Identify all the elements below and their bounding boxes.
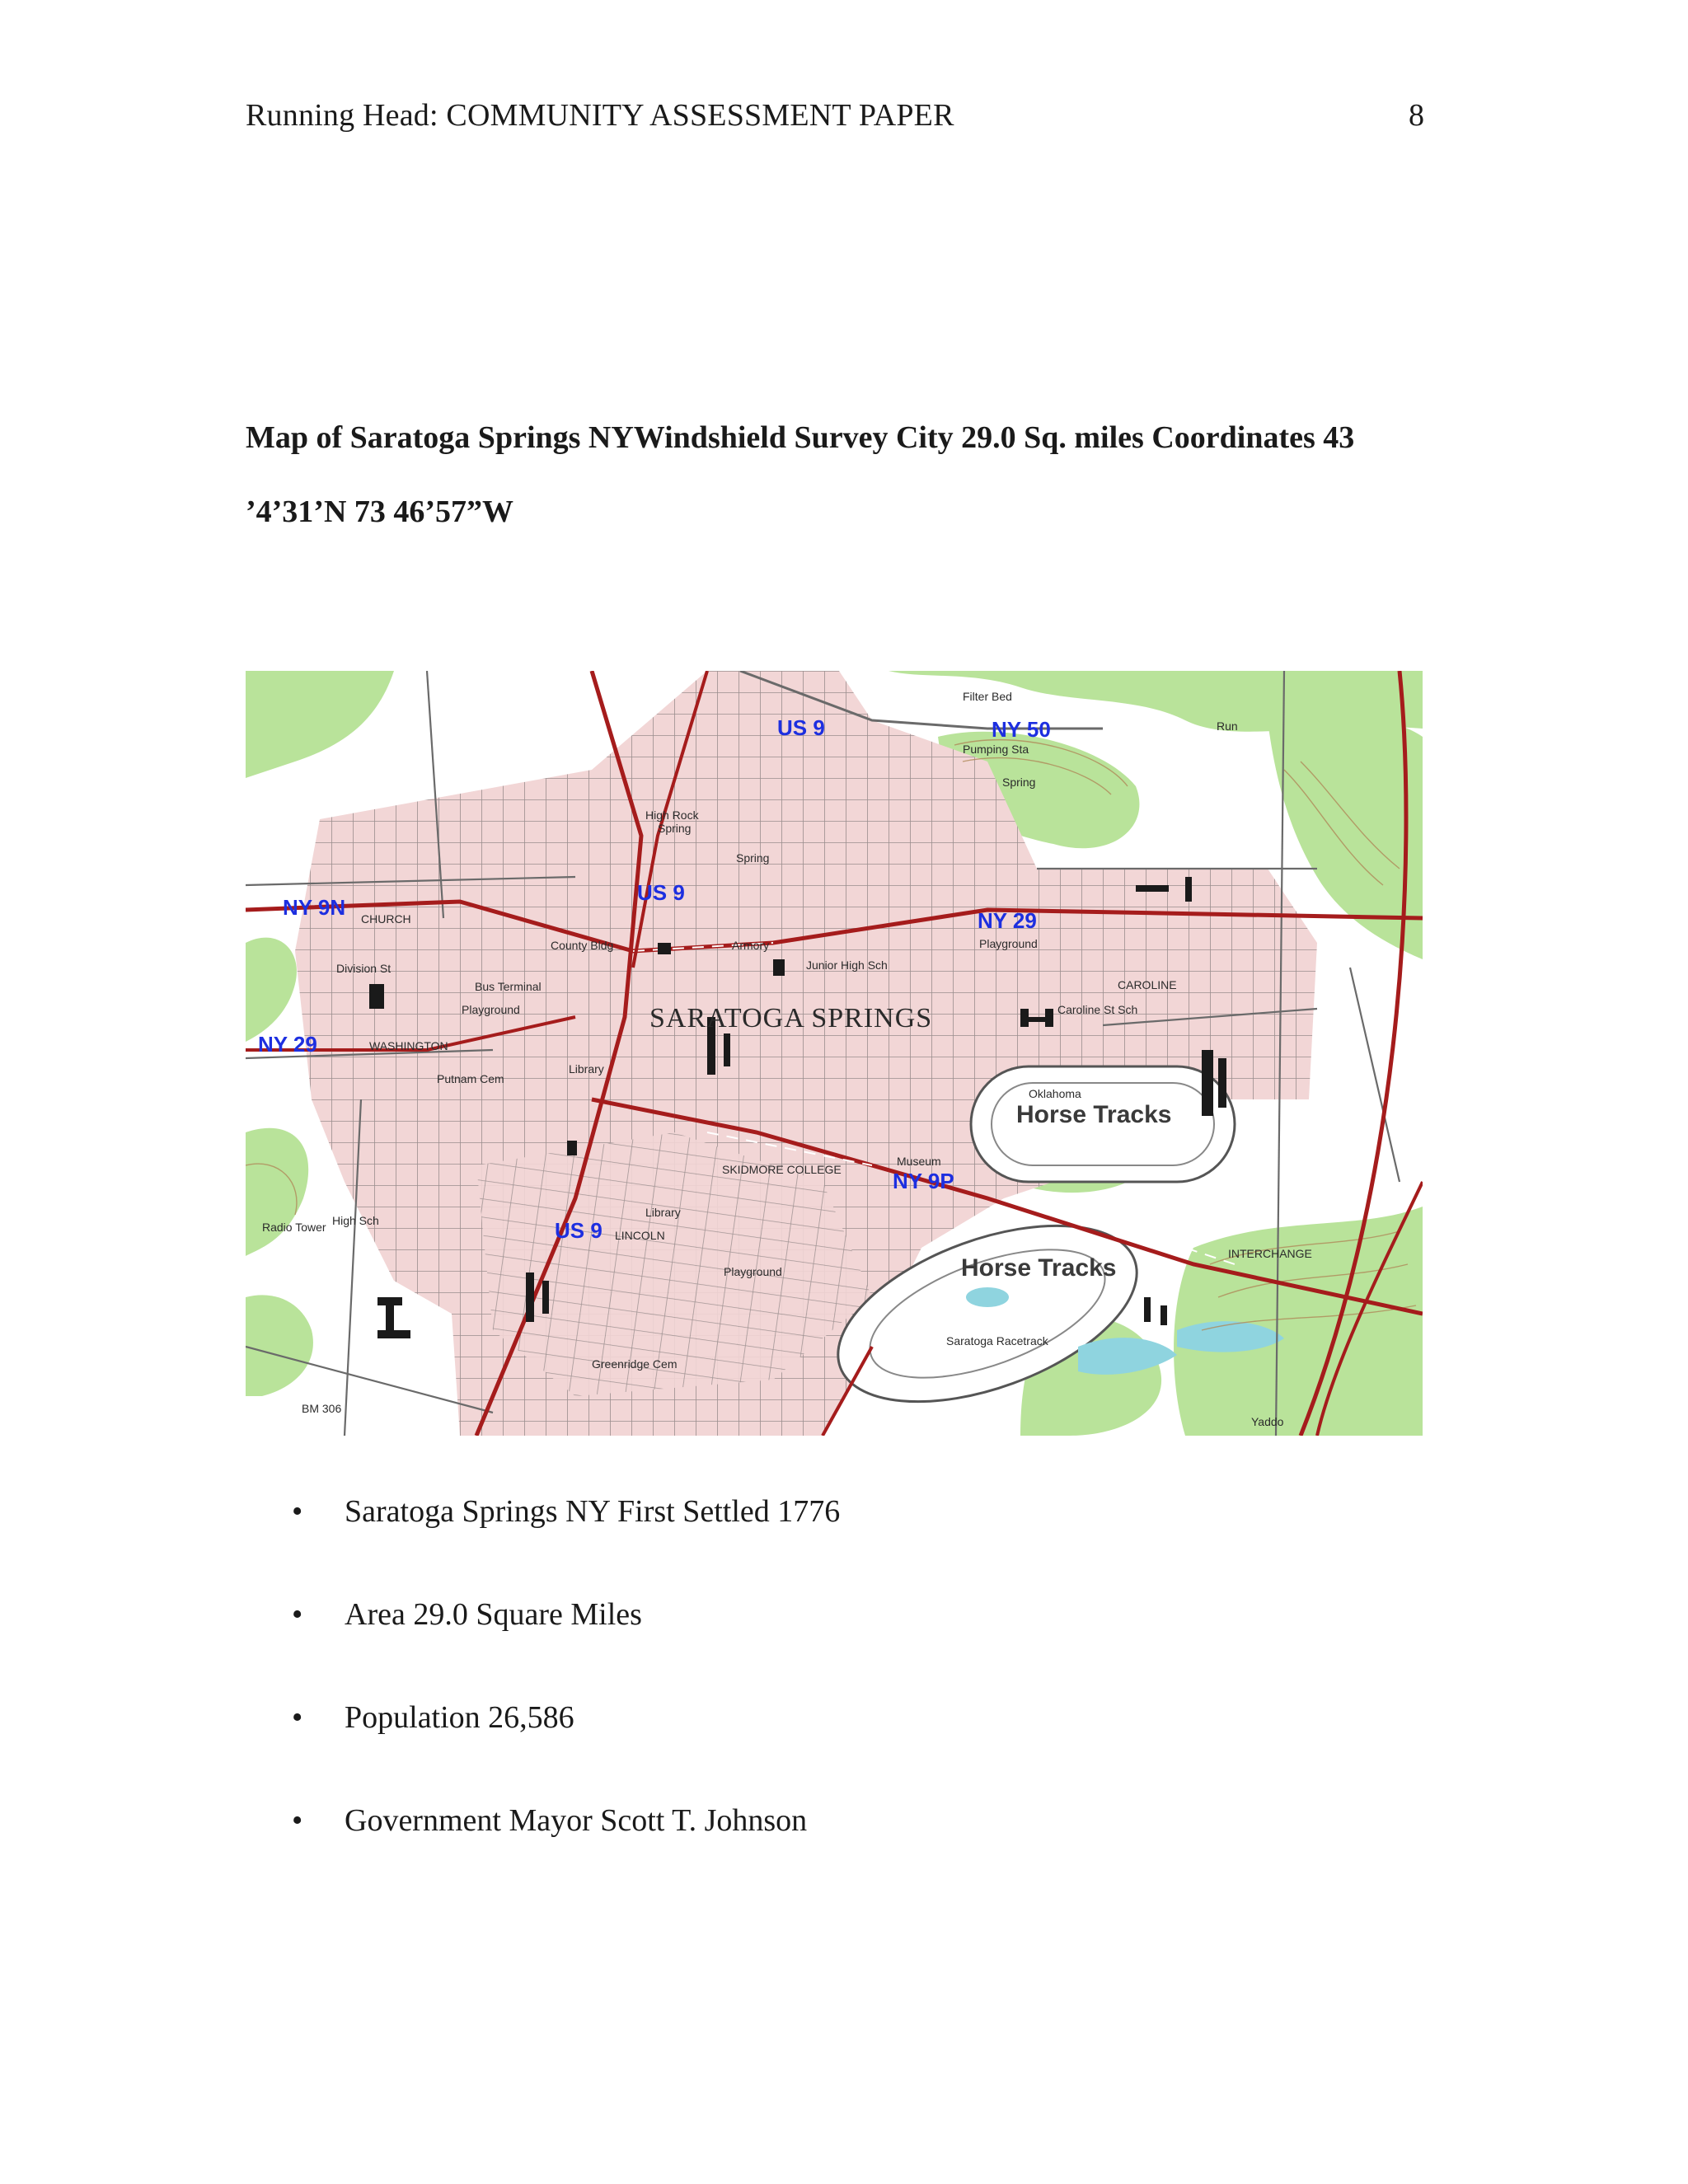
place-label: Playground (979, 937, 1038, 950)
bullet-icon: • (292, 1597, 303, 1632)
place-label: High Sch (332, 1214, 379, 1227)
place-label: Filter Bed (963, 690, 1012, 703)
place-label: Division St (336, 962, 392, 975)
place-label: LINCOLN (615, 1229, 665, 1242)
place-label: Spring (736, 851, 770, 865)
route-label-ny9n: NY 9N (283, 895, 346, 920)
track-label-racetrack: Horse Tracks (961, 1254, 1117, 1282)
fact-item (292, 1492, 840, 1595)
saratoga-topographic-map (246, 671, 1423, 1436)
map-title-line-1: Map of Saratoga Springs NYWindshield Survey City 29.0 Sq. miles Coordinates 43 (246, 420, 1355, 455)
map-title-line-2: ’4’31’N 73 46’57”W (246, 494, 514, 529)
community-facts-list (292, 1492, 840, 1904)
place-label: High Rock (645, 808, 699, 822)
place-label: Museum (897, 1155, 941, 1168)
map-title (246, 401, 1432, 549)
place-label: Radio Tower (262, 1221, 326, 1234)
page-number: 8 (1409, 98, 1424, 133)
place-label: Playground (462, 1003, 520, 1016)
route-label-ny9p: NY 9P (893, 1169, 954, 1193)
route-label-ny29-west: NY 29 (258, 1032, 317, 1057)
route-label-ny50: NY 50 (992, 717, 1051, 742)
fact-text: Area 29.0 Square Miles (345, 1597, 642, 1632)
place-label: Putnam Cem (437, 1072, 504, 1085)
route-label-us9-south: US 9 (555, 1218, 603, 1243)
bullet-icon: • (292, 1803, 303, 1838)
place-label: Oklahoma (1029, 1087, 1081, 1100)
route-label-us9-north: US 9 (777, 715, 825, 740)
place-label: Greenridge Cem (592, 1357, 678, 1371)
running-head: Running Head: COMMUNITY ASSESSMENT PAPER (246, 98, 954, 133)
place-label: SKIDMORE COLLEGE (722, 1163, 842, 1176)
fact-text: Saratoga Springs NY First Settled 1776 (345, 1494, 841, 1529)
place-label: Run (1217, 719, 1238, 733)
place-label: Armory (732, 939, 770, 952)
place-label: Saratoga Racetrack (946, 1334, 1048, 1347)
place-label: Yaddo (1251, 1415, 1284, 1428)
place-label: Playground (724, 1265, 782, 1278)
place-label: Junior High Sch (806, 958, 888, 972)
bullet-icon: • (292, 1700, 303, 1735)
route-label-us9-central: US 9 (637, 880, 685, 905)
place-label: INTERCHANGE (1228, 1247, 1312, 1260)
place-label: Bus Terminal (475, 980, 542, 993)
place-label: WASHINGTON (369, 1039, 448, 1052)
place-label: CAROLINE (1118, 978, 1177, 991)
city-label: SARATOGA SPRINGS (649, 1003, 933, 1033)
place-label: Spring (658, 822, 692, 835)
fact-item (292, 1595, 840, 1698)
fact-item (292, 1801, 840, 1904)
fact-text: Government Mayor Scott T. Johnson (345, 1803, 808, 1838)
place-label: BM 306 (302, 1402, 342, 1415)
place-label: Library (569, 1062, 604, 1076)
place-label: Spring (1002, 776, 1036, 789)
place-label: County Bldg (551, 939, 614, 952)
bullet-icon: • (292, 1494, 303, 1529)
place-label: CHURCH (361, 912, 411, 926)
fact-item (292, 1698, 840, 1801)
place-label: Caroline St Sch (1057, 1003, 1138, 1016)
route-label-ny29-east: NY 29 (978, 908, 1037, 933)
place-label: Pumping Sta (963, 743, 1029, 756)
place-label: Library (645, 1206, 681, 1219)
track-label-oklahoma: Horse Tracks (1016, 1101, 1172, 1128)
fact-text: Population 26,586 (345, 1700, 574, 1735)
